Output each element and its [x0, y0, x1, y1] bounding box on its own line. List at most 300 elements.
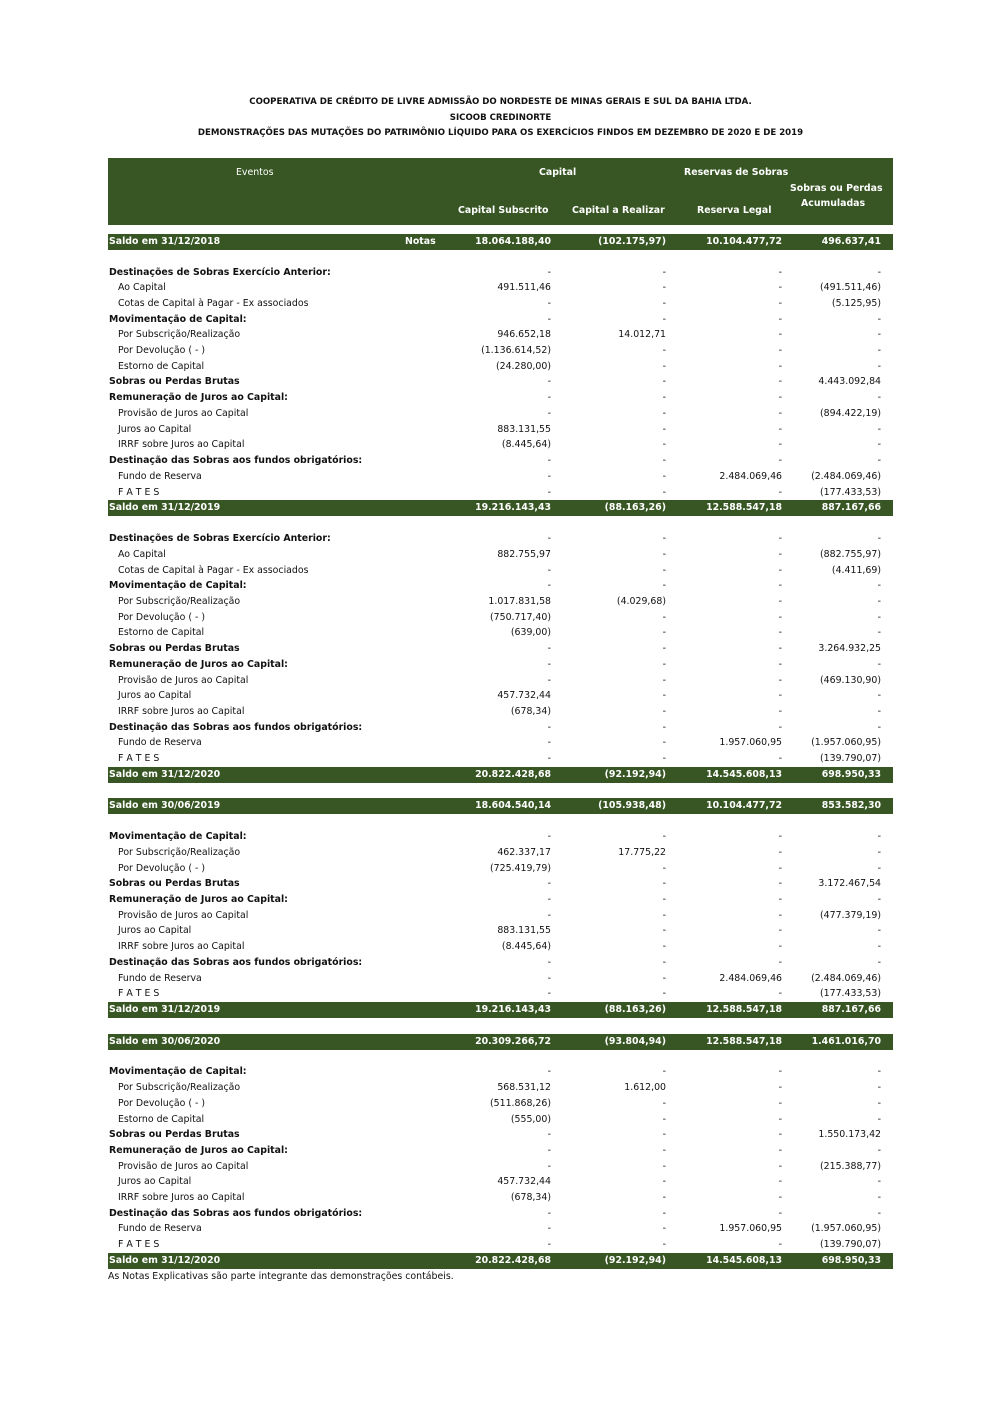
- section-heading-row: [108, 390, 893, 406]
- section-heading-row: [108, 1206, 893, 1222]
- sobras-acumuladas-value: 887.167,66: [821, 502, 881, 513]
- capital-subscrito-value: (511.868,26): [490, 1098, 551, 1109]
- table-column-header: [108, 158, 893, 225]
- row-label: Sobras ou Perdas Brutas: [109, 376, 240, 387]
- capital-subscrito-value: -: [547, 988, 551, 999]
- col-capital-subscrito: Capital Subscrito: [458, 205, 549, 216]
- sobras-acumuladas-value: (894.422,19): [820, 408, 881, 419]
- row-label: Juros ao Capital: [118, 690, 192, 701]
- col-sobras-line2: Acumuladas: [801, 198, 866, 209]
- reserva-legal-value: -: [778, 455, 782, 466]
- capital-realizar-value: -: [662, 1129, 666, 1140]
- capital-realizar-value: -: [662, 282, 666, 293]
- notas-label: Notas: [405, 236, 436, 247]
- row-label: Saldo em 31/12/2019: [109, 502, 221, 513]
- capital-realizar-value: -: [662, 408, 666, 419]
- capital-realizar-value: -: [662, 863, 666, 874]
- capital-realizar-value: -: [662, 549, 666, 560]
- capital-subscrito-value: -: [547, 565, 551, 576]
- row-label: Por Devolução ( - ): [118, 612, 205, 623]
- table-row: [108, 1096, 893, 1112]
- capital-subscrito-value: (8.445,64): [501, 941, 551, 952]
- capital-subscrito-value: -: [547, 957, 551, 968]
- capital-realizar-value: -: [662, 941, 666, 952]
- capital-subscrito-value: 20.822.428,68: [475, 769, 551, 780]
- reserva-legal-value: -: [778, 706, 782, 717]
- reserva-legal-value: -: [778, 298, 782, 309]
- capital-subscrito-value: -: [547, 1239, 551, 1250]
- table-row: [108, 610, 893, 626]
- table-row: [108, 359, 893, 375]
- row-label: IRRF sobre Juros ao Capital: [118, 1192, 245, 1203]
- row-label: Fundo de Reserva: [118, 737, 202, 748]
- row-label: Remuneração de Juros ao Capital:: [109, 659, 288, 670]
- sobras-acumuladas-value: -: [877, 957, 881, 968]
- capital-realizar-value: -: [662, 565, 666, 576]
- row-label: Saldo em 30/06/2020: [109, 1036, 221, 1047]
- row-label: Provisão de Juros ao Capital: [118, 1161, 249, 1172]
- table-row: [108, 563, 893, 579]
- reserva-legal-value: -: [778, 878, 782, 889]
- capital-realizar-value: -: [662, 298, 666, 309]
- col-reserva-legal: Reserva Legal: [697, 205, 772, 216]
- row-label: Destinação das Sobras aos fundos obrigatórios:: [109, 957, 363, 968]
- row-label: Sobras ou Perdas Brutas: [109, 643, 240, 654]
- row-label: Ao Capital: [118, 282, 166, 293]
- reserva-legal-value: 12.588.547,18: [706, 1036, 782, 1047]
- row-label: Saldo em 31/12/2020: [109, 1255, 221, 1266]
- table-row: [108, 673, 893, 689]
- balance-row: [108, 500, 893, 516]
- row-label: Por Subscrição/Realização: [118, 1082, 241, 1093]
- capital-realizar-value: -: [662, 988, 666, 999]
- capital-subscrito-value: -: [547, 580, 551, 591]
- sobras-acumuladas-value: (2.484.069,46): [811, 471, 881, 482]
- reserva-legal-value: 12.588.547,18: [706, 1004, 782, 1015]
- capital-subscrito-value: 19.216.143,43: [475, 502, 551, 513]
- capital-realizar-value: -: [662, 1066, 666, 1077]
- capital-subscrito-value: (678,34): [510, 706, 551, 717]
- section-heading-row: [108, 829, 893, 845]
- table-row: [108, 1190, 893, 1206]
- reserva-legal-value: -: [778, 753, 782, 764]
- section-heading-row: [108, 578, 893, 594]
- table-row: [108, 735, 893, 751]
- capital-realizar-value: -: [662, 894, 666, 905]
- capital-subscrito-value: 19.216.143,43: [475, 1004, 551, 1015]
- table-row: [108, 594, 893, 610]
- sobras-acumuladas-value: (177.433,53): [820, 988, 881, 999]
- table-row: [108, 327, 893, 343]
- capital-realizar-value: -: [662, 737, 666, 748]
- capital-realizar-value: -: [662, 627, 666, 638]
- table-row: [108, 751, 893, 767]
- section-heading-row: [108, 531, 893, 547]
- capital-subscrito-value: 568.531,12: [497, 1082, 551, 1093]
- capital-subscrito-value: -: [547, 1208, 551, 1219]
- capital-subscrito-value: 457.732,44: [497, 1176, 551, 1187]
- capital-realizar-value: -: [662, 1239, 666, 1250]
- row-label: Saldo em 31/12/2019: [109, 1004, 221, 1015]
- sobras-acumuladas-value: 887.167,66: [821, 1004, 881, 1015]
- sobras-acumuladas-value: (177.433,53): [820, 487, 881, 498]
- reserva-legal-value: -: [778, 925, 782, 936]
- table-row: [108, 1159, 893, 1175]
- row-label: Fundo de Reserva: [118, 471, 202, 482]
- reserva-legal-value: -: [778, 722, 782, 733]
- reserva-legal-value: -: [778, 345, 782, 356]
- capital-realizar-value: -: [662, 973, 666, 984]
- reserva-legal-value: -: [778, 659, 782, 670]
- reserva-legal-value: -: [778, 941, 782, 952]
- sobras-acumuladas-value: -: [877, 1145, 881, 1156]
- capital-realizar-value: -: [662, 580, 666, 591]
- col-capital-group: Capital: [539, 167, 577, 178]
- sobras-acumuladas-value: -: [877, 580, 881, 591]
- row-label: Juros ao Capital: [118, 1176, 192, 1187]
- table-row: [108, 861, 893, 877]
- capital-subscrito-value: -: [547, 471, 551, 482]
- capital-realizar-value: -: [662, 487, 666, 498]
- reserva-legal-value: 14.545.608,13: [706, 1255, 782, 1266]
- sobras-acumuladas-value: -: [877, 1208, 881, 1219]
- sobras-acumuladas-value: -: [877, 863, 881, 874]
- col-reservas-group: Reservas de Sobras: [684, 167, 789, 178]
- capital-realizar-value: -: [662, 1114, 666, 1125]
- capital-subscrito-value: -: [547, 831, 551, 842]
- reserva-legal-value: -: [778, 282, 782, 293]
- capital-realizar-value: (4.029,68): [616, 596, 666, 607]
- capital-realizar-value: 1.612,00: [624, 1082, 666, 1093]
- row-label: Juros ao Capital: [118, 424, 192, 435]
- row-label: IRRF sobre Juros ao Capital: [118, 439, 245, 450]
- capital-subscrito-value: -: [547, 737, 551, 748]
- balance-row: [108, 1002, 893, 1018]
- sobras-acumuladas-value: (4.411,69): [831, 565, 881, 576]
- row-label: Por Devolução ( - ): [118, 863, 205, 874]
- capital-realizar-value: 14.012,71: [618, 329, 666, 340]
- capital-subscrito-value: 491.511,46: [497, 282, 551, 293]
- capital-realizar-value: (105.938,48): [598, 800, 666, 811]
- reserva-legal-value: 14.545.608,13: [706, 769, 782, 780]
- capital-subscrito-value: (750.717,40): [490, 612, 551, 623]
- capital-subscrito-value: -: [547, 1145, 551, 1156]
- row-label: Provisão de Juros ao Capital: [118, 675, 249, 686]
- capital-subscrito-value: -: [547, 1066, 551, 1077]
- sobras-acumuladas-value: 4.443.092,84: [818, 376, 881, 387]
- sobras-acumuladas-value: -: [877, 690, 881, 701]
- sobras-acumuladas-value: -: [877, 925, 881, 936]
- capital-realizar-value: -: [662, 753, 666, 764]
- row-label: Estorno de Capital: [118, 1114, 205, 1125]
- reserva-legal-value: -: [778, 408, 782, 419]
- capital-realizar-value: -: [662, 643, 666, 654]
- sobras-acumuladas-value: (491.511,46): [820, 282, 881, 293]
- sobras-acumuladas-value: -: [877, 596, 881, 607]
- capital-realizar-value: -: [662, 722, 666, 733]
- capital-subscrito-value: -: [547, 753, 551, 764]
- capital-realizar-value: 17.775,22: [618, 847, 666, 858]
- row-label: Fundo de Reserva: [118, 1223, 202, 1234]
- capital-subscrito-value: 462.337,17: [497, 847, 551, 858]
- section-heading-row: [108, 453, 893, 469]
- reserva-legal-value: 2.484.069,46: [719, 973, 782, 984]
- sobras-acumuladas-value: -: [877, 1192, 881, 1203]
- section-heading-row: [108, 657, 893, 673]
- capital-subscrito-value: -: [547, 643, 551, 654]
- capital-realizar-value: (88.163,26): [604, 1004, 666, 1015]
- row-label: Cotas de Capital à Pagar - Ex associados: [118, 565, 309, 576]
- table-row: [108, 437, 893, 453]
- capital-subscrito-value: (555,00): [510, 1114, 551, 1125]
- capital-subscrito-value: 20.309.266,72: [475, 1036, 551, 1047]
- reserva-legal-value: -: [778, 1114, 782, 1125]
- capital-realizar-value: (88.163,26): [604, 502, 666, 513]
- reserva-legal-value: -: [778, 675, 782, 686]
- capital-subscrito-value: 883.131,55: [497, 424, 551, 435]
- reserva-legal-value: -: [778, 627, 782, 638]
- table-row: [108, 406, 893, 422]
- row-label: F A T E S: [118, 1239, 160, 1250]
- table-row: [108, 1080, 893, 1096]
- sobras-acumuladas-value: -: [877, 455, 881, 466]
- balance-row: [108, 1253, 893, 1269]
- capital-subscrito-value: -: [547, 267, 551, 278]
- capital-subscrito-value: -: [547, 722, 551, 733]
- reserva-legal-value: -: [778, 361, 782, 372]
- capital-subscrito-value: 1.017.831,58: [488, 596, 551, 607]
- sobras-acumuladas-value: 698.950,33: [821, 1255, 881, 1266]
- reserva-legal-value: -: [778, 1208, 782, 1219]
- row-label: Juros ao Capital: [118, 925, 192, 936]
- capital-subscrito-value: -: [547, 408, 551, 419]
- sobras-acumuladas-value: -: [877, 831, 881, 842]
- reserva-legal-value: 1.957.060,95: [719, 1223, 782, 1234]
- table-row: [108, 845, 893, 861]
- table-row: [108, 1112, 893, 1128]
- section-heading-row: [108, 641, 893, 657]
- reserva-legal-value: 10.104.477,72: [706, 236, 782, 247]
- sobras-acumuladas-value: (139.790,07): [820, 1239, 881, 1250]
- reserva-legal-value: -: [778, 612, 782, 623]
- reserva-legal-value: -: [778, 424, 782, 435]
- row-label: Destinação das Sobras aos fundos obrigatórios:: [109, 722, 363, 733]
- reserva-legal-value: -: [778, 957, 782, 968]
- footnote: As Notas Explicativas são parte integrante das demonstrações contábeis.: [108, 1271, 454, 1282]
- sobras-acumuladas-value: -: [877, 627, 881, 638]
- reserva-legal-value: -: [778, 376, 782, 387]
- capital-subscrito-value: (8.445,64): [501, 439, 551, 450]
- sobras-acumuladas-value: (215.388,77): [820, 1161, 881, 1172]
- row-label: Por Devolução ( - ): [118, 1098, 205, 1109]
- reserva-legal-value: -: [778, 1145, 782, 1156]
- capital-subscrito-value: 18.064.188,40: [475, 236, 551, 247]
- section-heading-row: [108, 1127, 893, 1143]
- capital-subscrito-value: -: [547, 298, 551, 309]
- row-label: Por Devolução ( - ): [118, 345, 205, 356]
- sobras-acumuladas-value: (5.125,95): [831, 298, 881, 309]
- row-label: Remuneração de Juros ao Capital:: [109, 1145, 288, 1156]
- sobras-acumuladas-value: (2.484.069,46): [811, 973, 881, 984]
- sobras-acumuladas-value: 853.582,30: [821, 800, 881, 811]
- table-row: [108, 1221, 893, 1237]
- table-row: [108, 1174, 893, 1190]
- row-label: Destinação das Sobras aos fundos obrigatórios:: [109, 455, 363, 466]
- capital-subscrito-value: (639,00): [510, 627, 551, 638]
- sobras-acumuladas-value: -: [877, 345, 881, 356]
- reserva-legal-value: -: [778, 533, 782, 544]
- row-label: Movimentação de Capital:: [109, 1066, 247, 1077]
- capital-realizar-value: -: [662, 424, 666, 435]
- section-heading-row: [108, 265, 893, 281]
- sobras-acumuladas-value: 3.172.467,54: [818, 878, 881, 889]
- row-label: IRRF sobre Juros ao Capital: [118, 706, 245, 717]
- row-label: Cotas de Capital à Pagar - Ex associados: [118, 298, 309, 309]
- sobras-acumuladas-value: -: [877, 314, 881, 325]
- row-label: Movimentação de Capital:: [109, 831, 247, 842]
- capital-subscrito-value: -: [547, 455, 551, 466]
- table-row: [108, 296, 893, 312]
- sobras-acumuladas-value: (477.379,19): [820, 910, 881, 921]
- table-row: [108, 704, 893, 720]
- row-label: Por Subscrição/Realização: [118, 596, 241, 607]
- reserva-legal-value: -: [778, 329, 782, 340]
- reserva-legal-value: -: [778, 863, 782, 874]
- row-label: Destinação das Sobras aos fundos obrigatórios:: [109, 1208, 363, 1219]
- balance-row: [108, 798, 893, 814]
- reserva-legal-value: -: [778, 1098, 782, 1109]
- capital-realizar-value: -: [662, 1223, 666, 1234]
- sobras-acumuladas-value: -: [877, 392, 881, 403]
- sobras-acumuladas-value: -: [877, 1114, 881, 1125]
- reserva-legal-value: -: [778, 487, 782, 498]
- table-row: [108, 547, 893, 563]
- sobras-acumuladas-value: -: [877, 847, 881, 858]
- capital-realizar-value: -: [662, 361, 666, 372]
- sobras-acumuladas-value: -: [877, 659, 881, 670]
- capital-subscrito-value: 20.822.428,68: [475, 1255, 551, 1266]
- capital-realizar-value: -: [662, 878, 666, 889]
- col-eventos: Eventos: [236, 167, 274, 178]
- capital-realizar-value: -: [662, 957, 666, 968]
- sobras-acumuladas-value: -: [877, 612, 881, 623]
- row-label: F A T E S: [118, 487, 160, 498]
- reserva-legal-value: -: [778, 847, 782, 858]
- capital-subscrito-value: -: [547, 659, 551, 670]
- capital-realizar-value: -: [662, 1145, 666, 1156]
- section-heading-row: [108, 720, 893, 736]
- row-label: Sobras ou Perdas Brutas: [109, 1129, 240, 1140]
- sobras-acumuladas-value: 3.264.932,25: [818, 643, 881, 654]
- row-label: Movimentação de Capital:: [109, 314, 247, 325]
- reserva-legal-value: -: [778, 1082, 782, 1093]
- reserva-legal-value: 10.104.477,72: [706, 800, 782, 811]
- header-brand: SICOOB CREDINORTE: [449, 112, 552, 123]
- capital-realizar-value: -: [662, 1208, 666, 1219]
- reserva-legal-value: 2.484.069,46: [719, 471, 782, 482]
- capital-subscrito-value: -: [547, 1129, 551, 1140]
- sobras-acumuladas-value: 1.550.173,42: [818, 1129, 881, 1140]
- table-row: [108, 485, 893, 501]
- report-header: [108, 95, 893, 142]
- capital-subscrito-value: (725.419,79): [490, 863, 551, 874]
- capital-realizar-value: -: [662, 533, 666, 544]
- row-label: Destinações de Sobras Exercício Anterior:: [109, 533, 331, 544]
- sobras-acumuladas-value: -: [877, 267, 881, 278]
- section-heading-row: [108, 312, 893, 328]
- capital-realizar-value: -: [662, 1098, 666, 1109]
- capital-subscrito-value: -: [547, 314, 551, 325]
- capital-subscrito-value: (24.280,00): [495, 361, 551, 372]
- capital-realizar-value: -: [662, 675, 666, 686]
- capital-subscrito-value: (678,34): [510, 1192, 551, 1203]
- capital-subscrito-value: -: [547, 533, 551, 544]
- reserva-legal-value: -: [778, 1066, 782, 1077]
- capital-subscrito-value: 883.131,55: [497, 925, 551, 936]
- table-row: [108, 923, 893, 939]
- row-label: Remuneração de Juros ao Capital:: [109, 894, 288, 905]
- row-label: Provisão de Juros ao Capital: [118, 910, 249, 921]
- section-heading-row: [108, 892, 893, 908]
- capital-realizar-value: -: [662, 925, 666, 936]
- sobras-acumuladas-value: -: [877, 1066, 881, 1077]
- row-label: F A T E S: [118, 753, 160, 764]
- reserva-legal-value: 12.588.547,18: [706, 502, 782, 513]
- row-label: Movimentação de Capital:: [109, 580, 247, 591]
- reserva-legal-value: -: [778, 580, 782, 591]
- row-label: Ao Capital: [118, 549, 166, 560]
- sobras-acumuladas-value: (139.790,07): [820, 753, 881, 764]
- reserva-legal-value: -: [778, 439, 782, 450]
- sobras-acumuladas-value: -: [877, 941, 881, 952]
- capital-realizar-value: -: [662, 267, 666, 278]
- capital-realizar-value: (92.192,94): [604, 1255, 666, 1266]
- capital-subscrito-value: (1.136.614,52): [481, 345, 551, 356]
- capital-subscrito-value: -: [547, 1223, 551, 1234]
- sobras-acumuladas-value: (1.957.060,95): [811, 1223, 881, 1234]
- row-label: Saldo em 31/12/2018: [109, 236, 221, 247]
- table-row: [108, 469, 893, 485]
- row-label: Fundo de Reserva: [118, 973, 202, 984]
- capital-realizar-value: -: [662, 392, 666, 403]
- capital-realizar-value: (102.175,97): [598, 236, 666, 247]
- capital-subscrito-value: -: [547, 392, 551, 403]
- sobras-acumuladas-value: 496.637,41: [821, 236, 881, 247]
- capital-realizar-value: -: [662, 455, 666, 466]
- sobras-acumuladas-value: (882.755,97): [820, 549, 881, 560]
- row-label: Sobras ou Perdas Brutas: [109, 878, 240, 889]
- row-label: Por Subscrição/Realização: [118, 329, 241, 340]
- reserva-legal-value: 1.957.060,95: [719, 737, 782, 748]
- sobras-acumuladas-value: -: [877, 1082, 881, 1093]
- header-cooperative-name: COOPERATIVA DE CRÉDITO DE LIVRE ADMISSÃO DO NORDESTE DE MINAS GERAIS E SUL DA BAHIA LTDA.: [249, 97, 752, 107]
- reserva-legal-value: -: [778, 643, 782, 654]
- capital-subscrito-value: 946.652,18: [497, 329, 551, 340]
- reserva-legal-value: -: [778, 831, 782, 842]
- capital-realizar-value: -: [662, 831, 666, 842]
- sobras-acumuladas-value: -: [877, 533, 881, 544]
- capital-realizar-value: -: [662, 471, 666, 482]
- table-row: [108, 688, 893, 704]
- sobras-acumuladas-value: -: [877, 706, 881, 717]
- capital-realizar-value: -: [662, 706, 666, 717]
- capital-subscrito-value: -: [547, 894, 551, 905]
- sobras-acumuladas-value: (1.957.060,95): [811, 737, 881, 748]
- section-heading-row: [108, 1064, 893, 1080]
- table-row: [108, 971, 893, 987]
- capital-realizar-value: -: [662, 1192, 666, 1203]
- col-capital-realizar: Capital a Realizar: [572, 205, 665, 216]
